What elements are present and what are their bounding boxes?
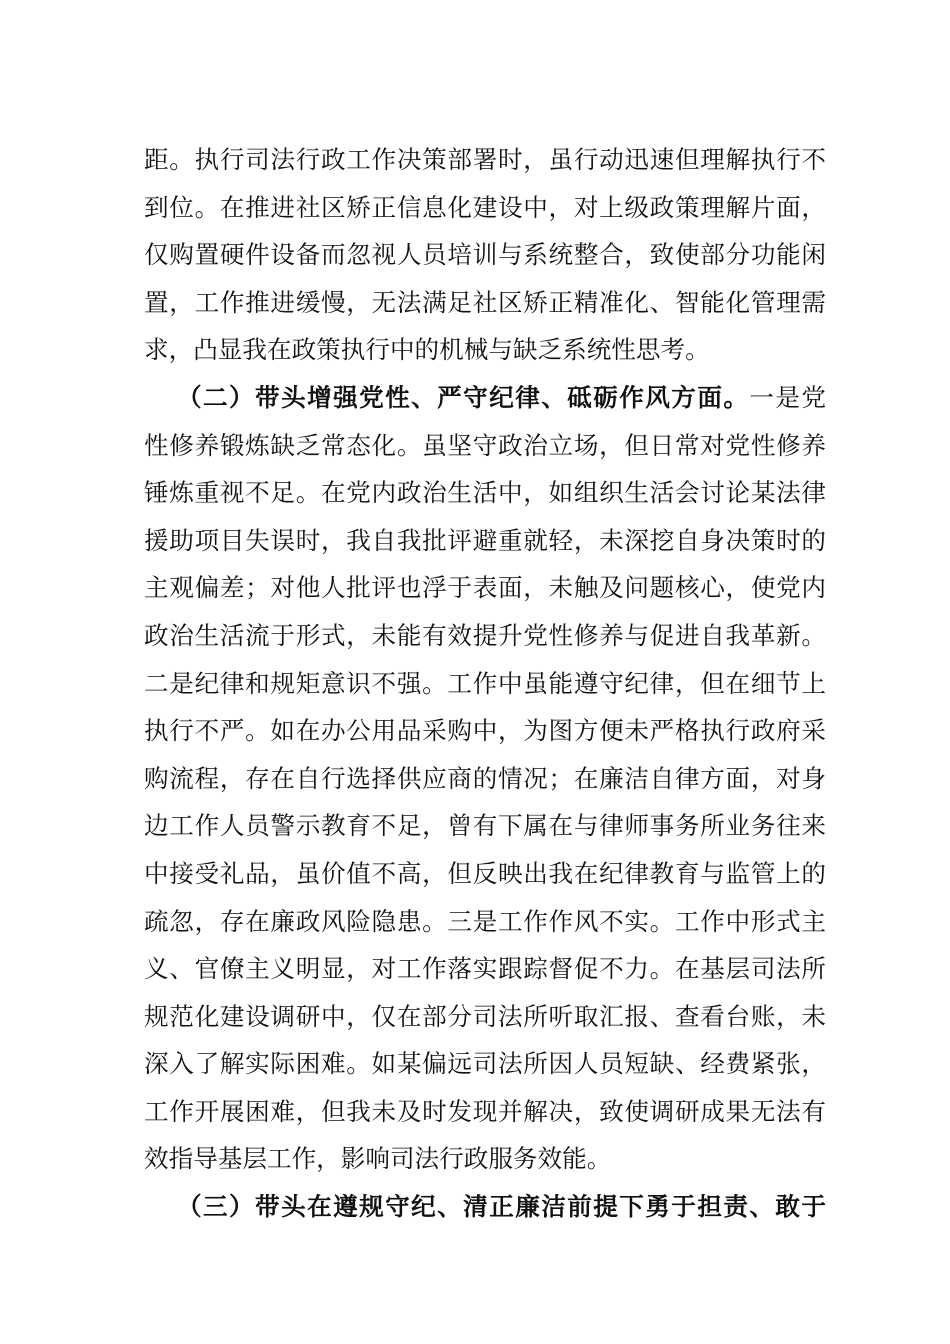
text-line — [144, 802, 826, 850]
line-text: 援助项目失误时，我自我批评避重就轻，未深挖自身决策时的 — [144, 525, 826, 555]
text-line — [144, 612, 826, 660]
line-text: 深入了解实际困难。如某偏远司法所因人员短缺、经费紧张， — [144, 1049, 826, 1079]
line-text: 购流程，存在自行选择供应商的情况；在廉洁自律方面，对身 — [144, 763, 826, 793]
line-text: 距。执行司法行政工作决策部署时，虽行动迅速但理解执行不 — [144, 145, 826, 174]
text-line — [144, 850, 826, 898]
text-line — [144, 374, 826, 422]
line-text: 求，凸显我在政策执行中的机械与缺乏系统性思考。 — [144, 335, 710, 365]
line-text: 锤炼重视不足。在党内政治生活中，如组织生活会讨论某法律 — [144, 478, 826, 508]
text-line — [144, 1088, 826, 1136]
section-heading: （二）带头增强党性、严守纪律、砥砺作风方面。 — [177, 382, 750, 412]
line-text: 一是党 — [749, 382, 826, 412]
text-line — [144, 564, 826, 612]
text-line — [144, 469, 826, 517]
text-line — [144, 231, 826, 279]
line-text: 中接受礼品，虽价值不高，但反映出我在纪律教育与监管上的 — [144, 858, 826, 888]
text-line — [144, 1183, 826, 1231]
line-text: 执行不严。如在办公用品采购中，为图方便未严格执行政府采 — [144, 716, 826, 746]
text-line — [144, 945, 826, 993]
text-line — [144, 755, 826, 803]
text-line — [144, 136, 826, 184]
text-line — [144, 422, 826, 470]
text-line — [144, 1135, 826, 1183]
line-text: 置，工作推进缓慢，无法满足社区矫正精准化、智能化管理需 — [144, 287, 826, 317]
line-text: 工作开展困难，但我未及时发现并解决，致使调研成果无法有 — [144, 1096, 826, 1126]
text-line — [144, 660, 826, 708]
line-text: 性修养锻炼缺乏常态化。虽坚守政治立场，但日常对党性修养 — [144, 430, 826, 460]
text-line — [144, 279, 826, 327]
text-line — [144, 1040, 826, 1088]
line-text: 疏忽，存在廉政风险隐患。三是工作作风不实。工作中形式主 — [144, 906, 826, 936]
line-text: 到位。在推进社区矫正信息化建设中，对上级政策理解片面， — [144, 192, 826, 222]
text-line — [144, 184, 826, 232]
line-text: 主观偏差；对他人批评也浮于表面，未触及问题核心，使党内 — [144, 573, 826, 603]
text-line — [144, 326, 826, 374]
text-line — [144, 898, 826, 946]
line-text: 政治生活流于形式，未能有效提升党性修养与促进自我革新。 — [144, 620, 826, 650]
line-text: 效指导基层工作，影响司法行政服务效能。 — [144, 1144, 612, 1174]
line-text: 二是纪律和规矩意识不强。工作中虽能遵守纪律，但在细节上 — [144, 668, 826, 698]
text-line — [144, 993, 826, 1041]
text-line — [144, 707, 826, 755]
line-text: 仅购置硬件设备而忽视人员培训与系统整合，致使部分功能闲 — [144, 240, 826, 270]
text-line — [144, 517, 826, 565]
line-text: 边工作人员警示教育不足，曾有下属在与律师事务所业务往来 — [144, 811, 826, 841]
line-text: 规范化建设调研中，仅在部分司法所听取汇报、查看台账，未 — [144, 1001, 826, 1031]
section-heading: （三）带头在遵规守纪、清正廉洁前提下勇于担责、敢于 — [177, 1192, 826, 1222]
document-body — [144, 136, 826, 1231]
line-text: 义、官僚主义明显，对工作落实跟踪督促不力。在基层司法所 — [144, 954, 826, 984]
